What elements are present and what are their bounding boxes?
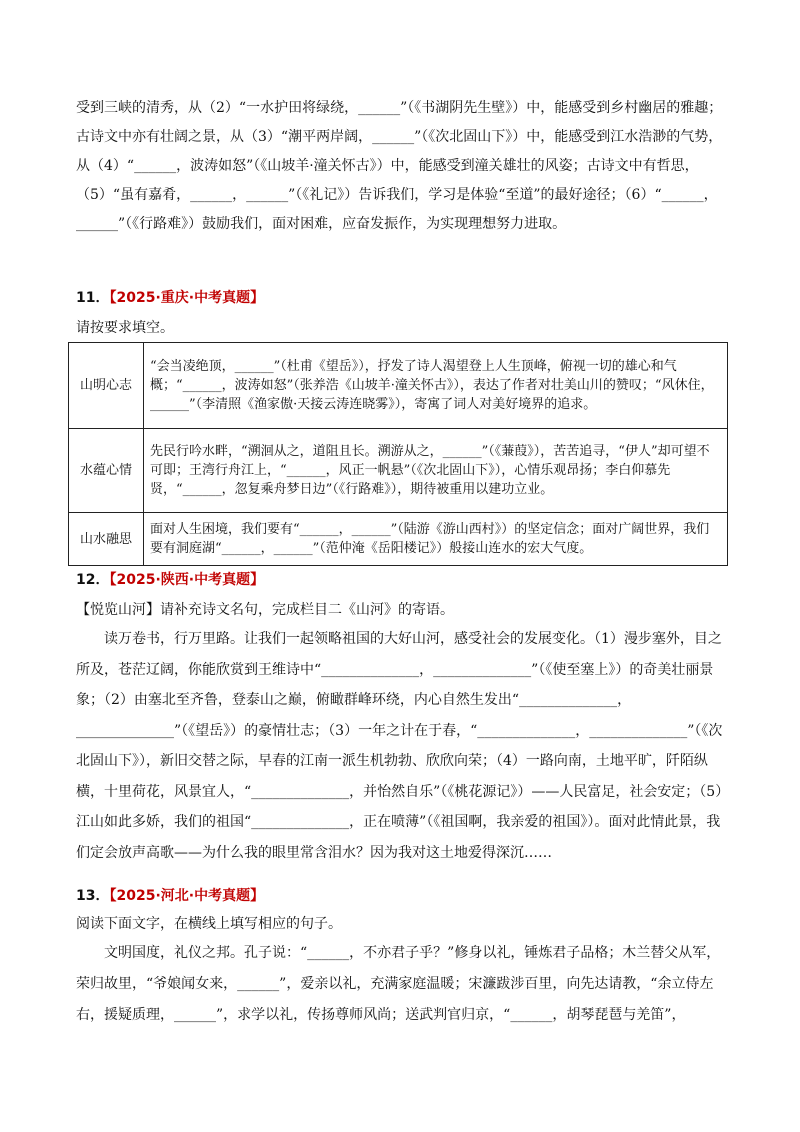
row-label-landscape: 山水融思 [69, 513, 144, 566]
question-11-table [68, 342, 728, 566]
table-row [69, 429, 728, 513]
question-12-number: 12． [76, 572, 110, 588]
question-11-number: 11． [76, 290, 110, 306]
question-13-heading [76, 886, 264, 906]
table-row [69, 513, 728, 566]
question-12-subtitle: 【悦览山河】请补充诗文名句，完成栏目二《山河》的寄语。 [76, 602, 454, 618]
row-content-mountain: “会当凌绝顶，______”（杜甫《望岳》），抒发了诗人渴望登上人生顶峰，俯视一切的雄心和气概；“______，波涛如怒”（张养浩《山坡羊·潼关怀古》），表达了作者对壮美山川的赞叹；“风休住，______”（李清照《渔家傲·天接云涛连晓雾》），寄寓了词人对美好境界的追求。 [144, 343, 728, 429]
row-label-water: 水蕴心情 [69, 429, 144, 513]
row-label-mountain: 山明心志 [69, 343, 144, 429]
question-13-source-tag: 【2025·河北·中考真题】 [109, 888, 265, 904]
question-11-heading [76, 288, 264, 308]
question-12-heading [76, 570, 264, 590]
question-13-passage: 文明国度，礼仪之邦。孔子说：“______，不亦君子乎？”修身以礼，锤炼君子品格；木兰替父从军，荣归故里，“爷娘闻女来，______”，爱亲以礼，充满家庭温暖；宋濂跋涉百里，向先达请教，“余立侍左右，援疑质理，______”，求学以礼，传扬尊师风尚；送武判官归京，“______，胡琴琵琶与羌笛”， [76, 945, 721, 1023]
table-row [69, 343, 728, 429]
row-content-landscape: 面对人生困境，我们要有“______，______”（陆游《游山西村》）的坚定信念；面对广阔世界，我们要有洞庭湖“______，______”（范仲淹《岳阳楼记》）般接山连水的宏大气度。 [144, 513, 728, 566]
question-13-instruction: 阅读下面文字，在横线上填写相应的句子。 [76, 916, 342, 932]
question-12-passage: 读万卷书，行万里路。让我们一起领略祖国的大好山河，感受社会的发展变化。（1）漫步塞外，目之所及，苍茫辽阔，你能欣赏到王维诗中“______________，______________”（《使至塞上》）的奇美壮丽景象；（2）由塞北至齐鲁，登泰山之巅，俯瞰群峰环绕，内心自然生发出“______________，______________”（《望岳》）的豪情壮志；（3）一年之计在于春，“______________，______________”（《次北固山下》），新旧交替之际，早春的江南一派生机勃勃、欣欣向荣；（4）一路向南，土地平旷，阡陌纵横，十里荷花，风景宜人，“______________，并怡然自乐”（《桃花源记》）——人民富足，社会安定；（5）江山如此多娇，我们的祖国“______________，正在喷薄”（《祖国啊，我亲爱的祖国》）。面对此情此景，我们定会放声高歌——为什么我的眼里常含泪水？因为我对这土地爱得深沉…… [76, 631, 723, 861]
intro-paragraph: 受到三峡的清秀，从（2）“一水护田将绿绕，______”（《书湖阴先生壁》）中，能感受到乡村幽居的雅趣；古诗文中亦有壮阔之景，从（3）“潮平两岸阔，______”（《次北固山下》）中，能感受到江水浩渺的气势，从（4）“______，波涛如怒”（《山坡羊·潼关怀古》）中，能感受到潼关雄壮的风姿；古诗文中有哲思，（5）“虽有嘉肴，______，______”（《礼记》）告诉我们，学习是体验“至道”的最好途径；（6）“______，______”（《行路难》）鼓励我们，面对困难，应奋发振作，为实现理想努力进取。 [76, 100, 723, 232]
question-11-instruction: 请按要求填空。 [76, 320, 174, 336]
question-11-source-tag: 【2025·重庆·中考真题】 [109, 290, 265, 306]
question-13-number: 13． [76, 888, 110, 904]
question-12-source-tag: 【2025·陕西·中考真题】 [109, 572, 265, 588]
row-content-water: 先民行吟水畔，“溯洄从之，道阻且长。溯游从之，______”（《蒹葭》），苦苦追寻，“伊人”却可望不可即；王湾行舟江上，“______，风正一帆悬”（《次北固山下》），心情乐观昂扬；李白仰慕先贤，“______，忽复乘舟梦日边”（《行路难》），期待被重用以建功立业。 [144, 429, 728, 513]
